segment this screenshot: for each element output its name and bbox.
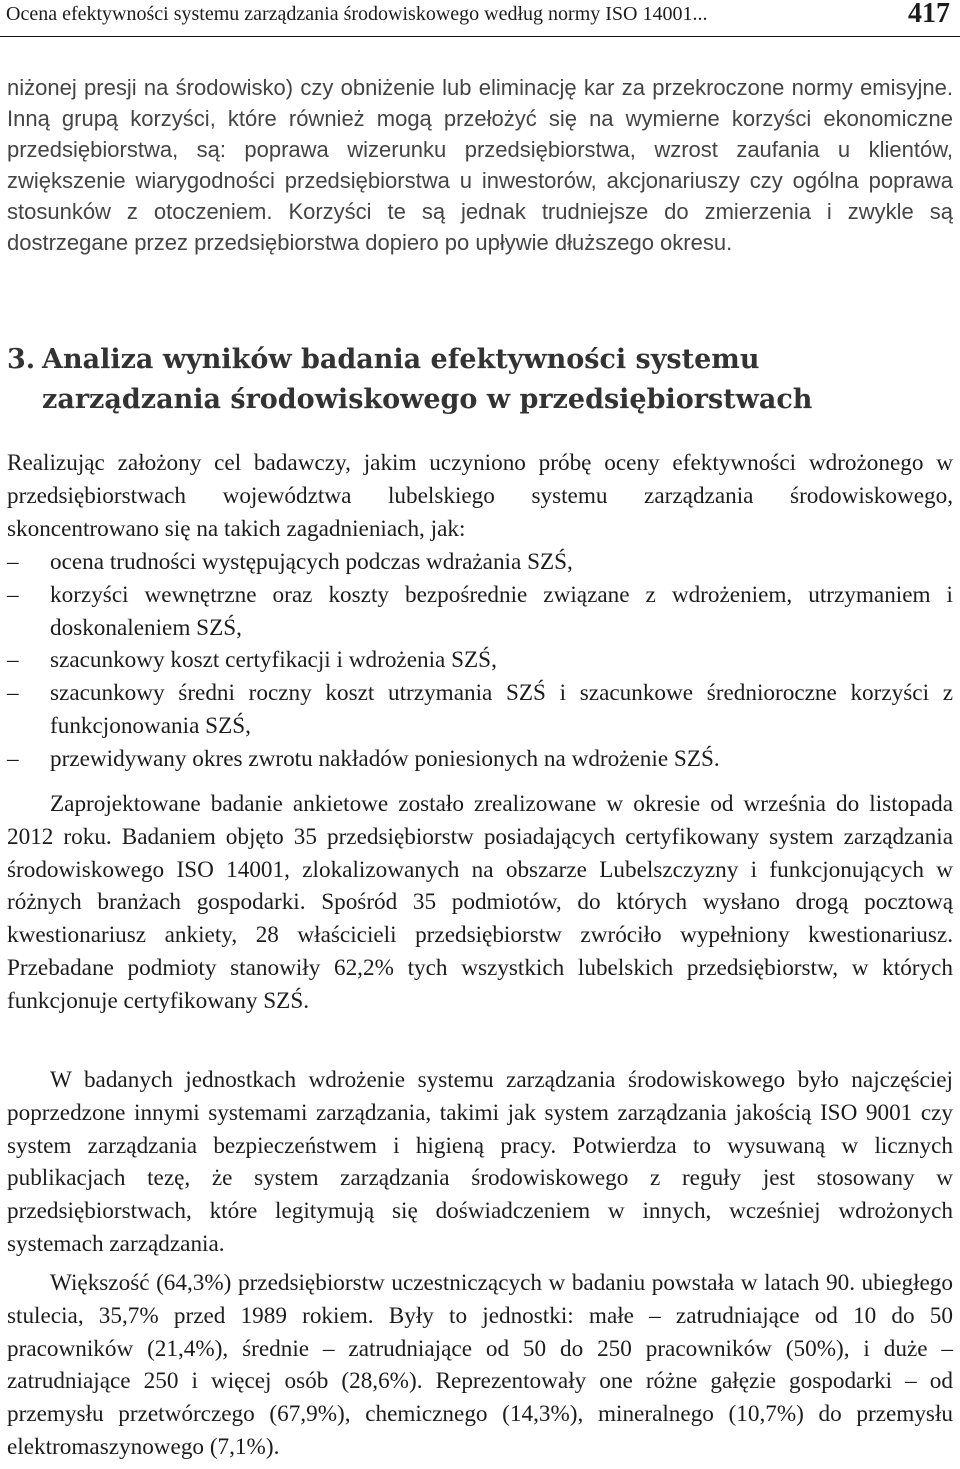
- page-number: 417: [908, 0, 950, 29]
- dash-marker: –: [7, 680, 19, 707]
- dash-marker: –: [7, 549, 19, 575]
- section-heading: [7, 340, 953, 420]
- list-item-text: szacunkowy średni roczny koszt utrzymania SZŚ i szacunkowe średnioroczne korzyści z funkcjonowania SZŚ,: [50, 680, 953, 739]
- dash-marker: –: [7, 581, 19, 608]
- research-topics-list: [7, 546, 953, 776]
- list-item-text: przewidywany okres zwrotu nakładów poniesionych na wdrożenie SZŚ.: [50, 745, 720, 772]
- paragraph-continuation: niżonej presji na środowisko) czy obniżenie lub eliminację kar za przekroczone normy emisyjne. Inną grupą korzyści, które również mogą przełożyć się na wymierne korzyści ekonomiczne przedsiębiorstwa, są: poprawa wizerunku przedsiębiorstwa, wzrost zaufania u klientów, zwiększenie wiarygodności przedsiębiorstwa u inwestorów, akcjonariuszy czy ogólna poprawa stosunków z otoczeniem. Korzyści te są jednak trudniejsze do zmierzenia i zwykle są dostrzegane przez przedsiębiorstwa dopiero po upływie dłuższego okresu.: [7, 75, 953, 255]
- list-item-text: korzyści wewnętrzne oraz koszty bezpośrednie związane z wdrożeniem, utrzymaniem i doskonaleniem SZŚ,: [50, 581, 953, 641]
- intro-paragraph: Realizując założony cel badawczy, jakim uczyniono próbę oceny efektywności wdrożonego w przedsiębiorstwach województwa lubelskiego systemu zarządzania środowiskowego, skoncentrowano się na takich zagadnieniach, jak:: [7, 450, 953, 542]
- section-title-line-1: Analiza wyników badania efektywności systemu: [42, 344, 760, 375]
- companies-paragraph: Większość (64,3%) przedsiębiorstw uczestniczących w badaniu powstała w latach 90. ubiegłego stulecia, 35,7% przed 1989 rokiem. Były to jednostki: małe – zatrudniające od 10 do 50 pracowników (21,4%), średnie – zatrudniające od 50 do 250 pracowników (50%), i duże – zatrudniające 250 i więcej osób (28,6%). Reprezentowały one różne gałęzie gospodarki – od przemysłu przetwórczego (67,9%), chemicznego (14,3%), mineralnego (10,7%) do przemysłu elektromaszynowego (7,1%).: [7, 1270, 953, 1460]
- list-item-text: ocena trudności występujących podczas wdrażania SZŚ,: [50, 549, 573, 575]
- list-item: [7, 677, 953, 743]
- survey-paragraph: Zaprojektowane badanie ankietowe zostało zrealizowane w okresie od września do listopada 2012 roku. Badaniem objęto 35 przedsiębiorstw posiadających certyfikowany system zarządzania środowiskowego ISO 14001, zlokalizowanych na obszarze Lubelszczyzny i funkcjonujących w różnych branżach gospodarki. Spośród 35 podmiotów, do których wysłano drogą pocztową kwestionariusz ankiety, 28 właścicieli przedsiębiorstw zwróciło wypełniony kwestionariusz. Przebadane podmioty stanowiły 62,2% tych wszystkich lubelskich przedsiębiorstw, w których funkcjonuje certyfikowany SZŚ.: [7, 791, 953, 1014]
- dash-marker: –: [7, 745, 19, 772]
- list-item: [7, 579, 953, 645]
- dash-marker: –: [7, 647, 19, 674]
- list-item: [7, 743, 953, 776]
- list-item: [7, 546, 953, 579]
- list-item: [7, 644, 953, 677]
- list-item-text: szacunkowy koszt certyfikacji i wdrożenia SZŚ,: [50, 647, 497, 674]
- running-header: [0, 0, 960, 37]
- systems-paragraph: W badanych jednostkach wdrożenie systemu zarządzania środowiskowego było najczęściej poprzedzone innymi systemami zarządzania, takimi jak system zarządzania jakością ISO 9001 czy system zarządzania bezpieczeństwem i higieną pracy. Potwierdza to wysuwaną w licznych publikacjach tezę, że system zarządzania środowiskowego z reguły jest stosowany w przedsiębiorstwach, które legitymują się doświadczeniem w innych, wcześniej wdrożonych systemach zarządzania.: [7, 1067, 953, 1257]
- running-title: Ocena efektywności systemu zarządzania środowiskowego według normy ISO 14001...: [6, 3, 708, 25]
- section-title-line-2: zarządzania środowiskowego w przedsiębiorstwach: [42, 384, 813, 415]
- section-number: 3.: [7, 344, 36, 375]
